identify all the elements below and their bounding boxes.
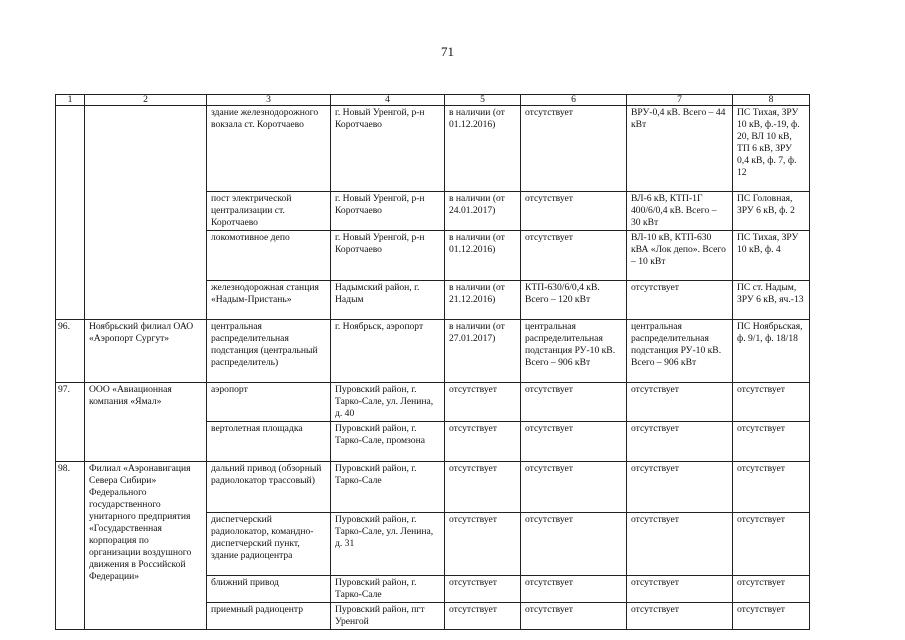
address-cell: г. Новый Уренгой, р-н Коротчаево [331,231,445,281]
organization-cell: Ноябрьский филиал ОАО «Аэропорт Сургут» [85,320,207,383]
facilities-table [55,94,810,630]
object-cell: локомотивное депо [207,231,331,281]
address-cell: г. Ноябрьск, аэропорт [331,320,445,383]
header-cell: 8 [733,95,810,106]
col6-cell: отсутствует [521,231,627,281]
header-row [56,95,810,106]
col6-cell: отсутствует [521,106,627,192]
col6-cell: КТП-630/6/0,4 кВ. Всего – 120 кВт [521,281,627,320]
address-cell: Пуровский район, г. Тарко-Сале, ул. Ленина, д. 40 [331,383,445,422]
col8-cell: ПС ст. Надым, ЗРУ 6 кВ, яч.-13 [733,281,810,320]
status-cell: отсутствует [445,603,521,630]
status-cell: в наличии (от 01.12.2016) [445,231,521,281]
address-cell: Пуровский район, г. Тарко-Сале, ул. Ленина, д. 31 [331,513,445,576]
object-cell: вертолетная площадка [207,422,331,462]
address-cell: Пуровский район, г. Тарко-Сале [331,576,445,603]
col7-cell: отсутствует [627,383,733,422]
col7-cell: ВЛ-6 кВ, КТП-1Г 400/6/0,4 кВ. Всего – 30 кВт [627,192,733,231]
col6-cell: отсутствует [521,513,627,576]
col8-cell: ПС Головная, ЗРУ 6 кВ, ф. 2 [733,192,810,231]
object-cell: приемный радиоцентр [207,603,331,630]
col6-cell: отсутствует [521,462,627,513]
address-cell: г. Новый Уренгой, р-н Коротчаево [331,192,445,231]
header-cell: 4 [331,95,445,106]
row-number-cell: 98. [56,462,85,630]
col7-cell: отсутствует [627,513,733,576]
status-cell: в наличии (от 24.01.2017) [445,192,521,231]
address-cell: Пуровский район, г. Тарко-Сале [331,462,445,513]
col7-cell: отсутствует [627,576,733,603]
col8-cell: ПС Ноябрьская, ф. 9/1, ф. 18/18 [733,320,810,383]
status-cell: отсутствует [445,383,521,422]
col8-cell: отсутствует [733,576,810,603]
table-row [56,462,810,513]
row-number-cell: 97. [56,383,85,462]
organization-cell [85,106,207,320]
col8-cell: отсутствует [733,603,810,630]
col8-cell: ПС Тихая, ЗРУ 10 кВ, ф.-19, ф. 20, ВЛ 10 кВ, ТП 6 кВ, ЗРУ 0,4 кВ, ф. 7, ф. 12 [733,106,810,192]
col6-cell: отсутствует [521,192,627,231]
status-cell: в наличии (от 27.01.2017) [445,320,521,383]
address-cell: Пуровский район, г. Тарко-Сале, промзона [331,422,445,462]
col6-cell: отсутствует [521,576,627,603]
col8-cell: отсутствует [733,422,810,462]
col6-cell: центральная распределительная подстанция РУ-10 кВ. Всего – 906 кВт [521,320,627,383]
header-cell: 5 [445,95,521,106]
address-cell: г. Новый Уренгой, р-н Коротчаево [331,106,445,192]
object-cell: железнодорожная станция «Надым-Пристань» [207,281,331,320]
col7-cell: ВРУ-0,4 кВ. Всего – 44 кВт [627,106,733,192]
table-row [56,320,810,383]
header-cell: 3 [207,95,331,106]
col7-cell: ВЛ-10 кВ, КТП-630 кВА «Лок депо». Всего – 10 кВт [627,231,733,281]
address-cell: Надымский район, г. Надым [331,281,445,320]
page-number: 71 [441,44,454,59]
col8-cell: отсутствует [733,383,810,422]
address-cell: Пуровский район, пгт Уренгой [331,603,445,630]
object-cell: аэропорт [207,383,331,422]
status-cell: отсутствует [445,422,521,462]
status-cell: отсутствует [445,462,521,513]
object-cell: ближний привод [207,576,331,603]
status-cell: отсутствует [445,513,521,576]
header-cell: 7 [627,95,733,106]
col7-cell: центральная распределительная подстанция РУ-10 кВ. Всего – 906 кВт [627,320,733,383]
object-cell: диспетчерский радиолокатор, командно-диспетчерский пункт, здание радиоцентра [207,513,331,576]
organization-cell: ООО «Авиационная компания «Ямал» [85,383,207,462]
col7-cell: отсутствует [627,603,733,630]
object-cell: дальний привод (обзорный радиолокатор трассовый) [207,462,331,513]
header-cell: 2 [85,95,207,106]
object-cell: пост электрической централизации ст. Коротчаево [207,192,331,231]
col6-cell: отсутствует [521,383,627,422]
col6-cell: отсутствует [521,422,627,462]
header-cell: 6 [521,95,627,106]
col8-cell: отсутствует [733,513,810,576]
col8-cell: отсутствует [733,462,810,513]
row-number-cell: 96. [56,320,85,383]
row-number-cell [56,106,85,320]
object-cell: центральная распределительная подстанция (центральный распределитель) [207,320,331,383]
organization-cell: Филиал «Аэронавигация Севера Сибири» Федерального государственного унитарного предприятия «Государственная корпорация по организации воздушного движения в Российской Федерации» [85,462,207,630]
object-cell: здание железнодорожного вокзала ст. Коротчаево [207,106,331,192]
status-cell: в наличии (от 21.12.2016) [445,281,521,320]
col6-cell: отсутствует [521,603,627,630]
status-cell: отсутствует [445,576,521,603]
col8-cell: ПС Тихая, ЗРУ 10 кВ, ф. 4 [733,231,810,281]
status-cell: в наличии (от 01.12.2016) [445,106,521,192]
col7-cell: отсутствует [627,422,733,462]
table-row [56,106,810,192]
header-cell: 1 [56,95,85,106]
table-row [56,383,810,422]
col7-cell: отсутствует [627,462,733,513]
col7-cell: отсутствует [627,281,733,320]
